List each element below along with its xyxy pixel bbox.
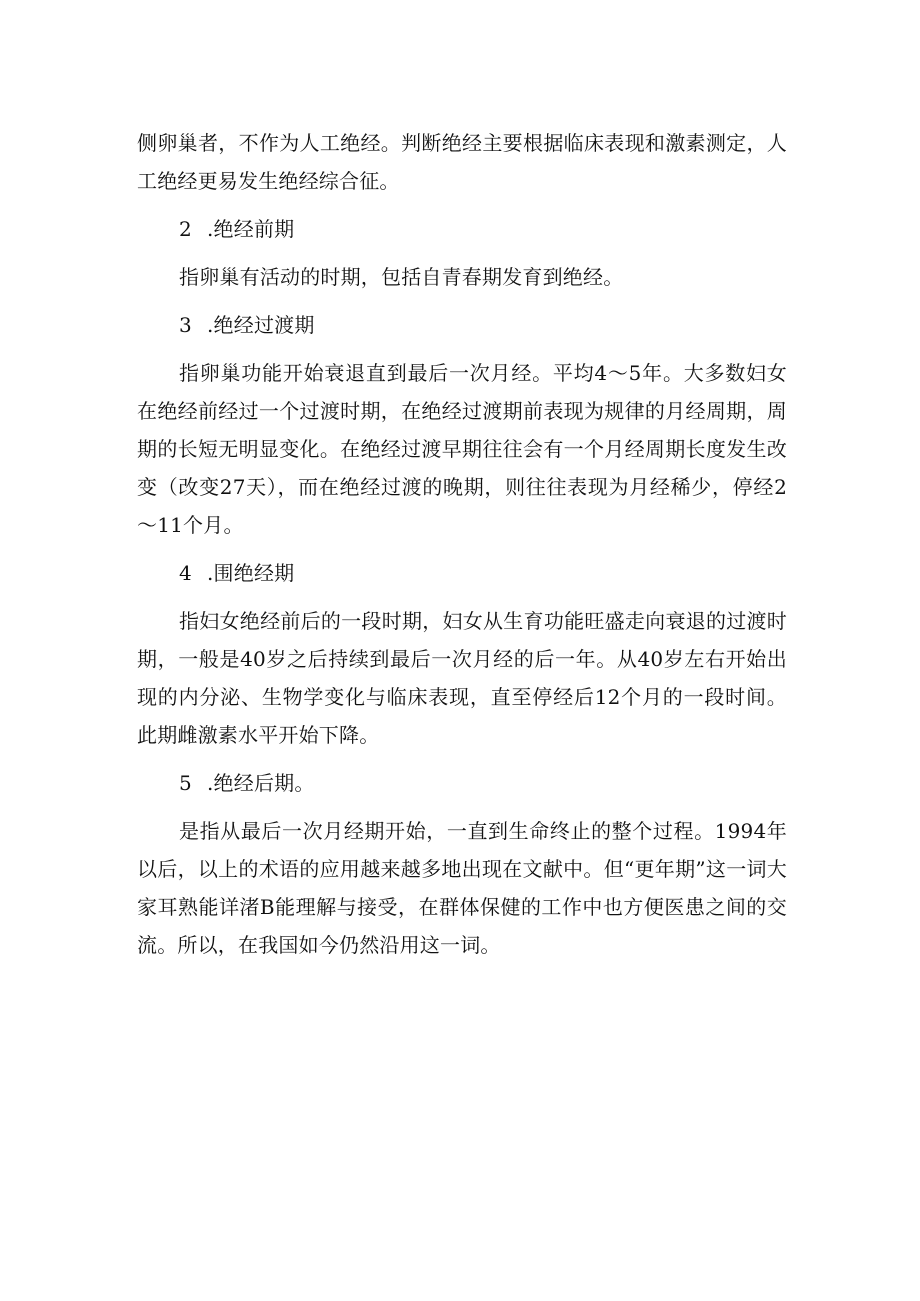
section-title: .绝经后期。 bbox=[207, 771, 315, 795]
paragraph-perimenopause: 指妇女绝经前后的一段时期，妇女从生育功能旺盛走向衰退的过渡时期，一般是40岁之后持续到最后一次月经的后一年。从40岁左右开始出现的内分泌、生物学变化与临床表现，直至停经后12个月的一段时间。此期雌激素水平开始下降。 bbox=[137, 609, 787, 747]
section-heading-perimenopause bbox=[137, 554, 787, 592]
paragraph-menopausal-transition: 指卵巢功能开始衰退直到最后一次月经。平均4～5年。大多数妇女在绝经前经过一个过渡时期，在绝经过渡期前表现为规律的月经周期，周期的长短无明显变化。在绝经过渡早期往往会有一个月经周期长度发生改变（改变27天），而在绝经过渡的晚期，则往往表现为月经稀少，停经2～11个月。 bbox=[137, 361, 787, 537]
section-number: 3 bbox=[179, 313, 192, 337]
section-number: 2 bbox=[179, 217, 192, 241]
paragraph-artificial-menopause: 侧卵巢者，不作为人工绝经。判断绝经主要根据临床表现和激素测定，人工绝经更易发生绝经综合征。 bbox=[137, 131, 787, 193]
section-title: .围绝经期 bbox=[207, 561, 295, 585]
section-title: .绝经过渡期 bbox=[207, 313, 315, 337]
section-heading-postmenopause bbox=[137, 764, 787, 802]
paragraph-postmenopause: 是指从最后一次月经期开始，一直到生命终止的整个过程。1994年以后，以上的术语的应用越来越多地出现在文献中。但“更年期”这一词大家耳熟能详渚B能理解与接受，在群体保健的工作中也方便医患之间的交流。所以，在我国如今仍然沿用这一词。 bbox=[137, 819, 787, 957]
section-heading-premenopause bbox=[137, 210, 787, 248]
paragraph-premenopause: 指卵巢有活动的时期，包括自青春期发育到绝经。 bbox=[179, 265, 624, 289]
section-title: .绝经前期 bbox=[207, 217, 295, 241]
document-body bbox=[137, 124, 787, 964]
section-heading-menopausal-transition bbox=[137, 306, 787, 344]
section-number: 4 bbox=[179, 561, 192, 585]
section-number: 5 bbox=[179, 771, 192, 795]
